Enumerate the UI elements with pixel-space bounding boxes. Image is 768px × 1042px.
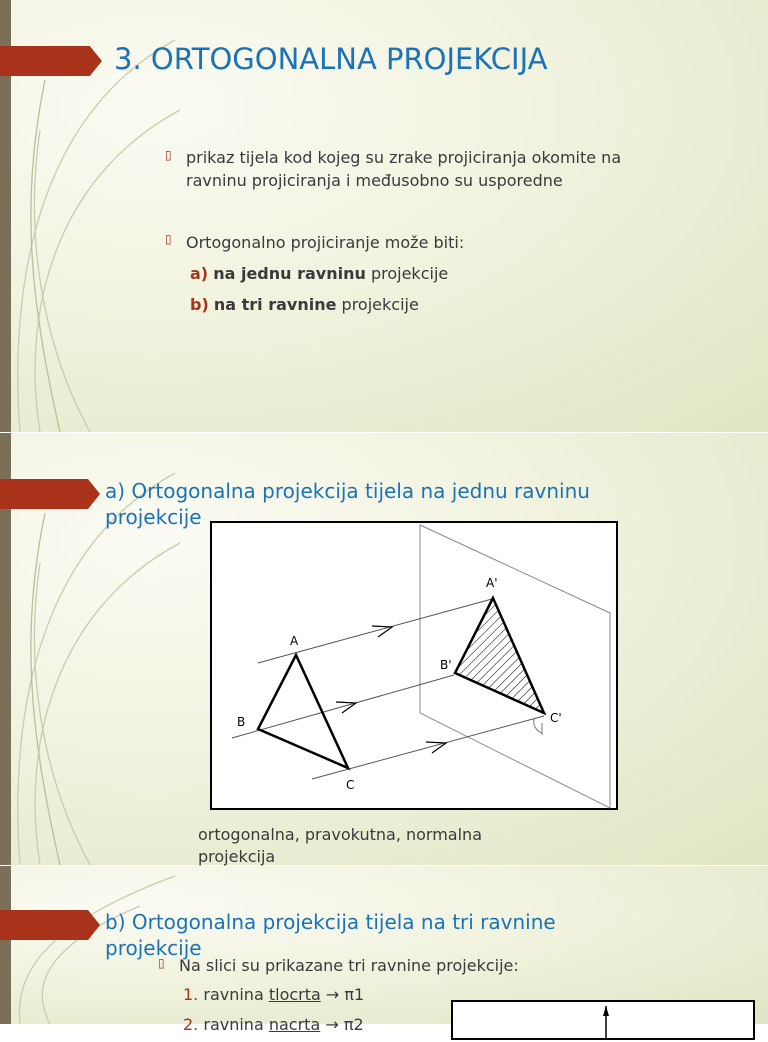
bullet-icon: ▯ bbox=[165, 232, 172, 246]
projection-ray-b bbox=[232, 675, 454, 738]
bullet-1-line-2: ravninu projiciranja i međusobno su usporedne bbox=[186, 171, 563, 190]
slide-2 bbox=[0, 433, 768, 865]
list-item-a bbox=[190, 262, 448, 285]
list-item-1 bbox=[183, 983, 364, 1006]
item-a-marker: a) bbox=[190, 264, 209, 283]
figure-caption bbox=[198, 824, 482, 868]
bullet-1-line-1: prikaz tijela kod kojeg su zrake projiciranja okomite na bbox=[186, 148, 622, 167]
projection-ray-c bbox=[312, 716, 544, 779]
label-a: A bbox=[290, 634, 299, 648]
bullet-icon: ▯ bbox=[158, 956, 165, 970]
projection-figure bbox=[210, 521, 618, 810]
right-angle-marker bbox=[534, 719, 542, 733]
slide-2-title-line-2: projekcije bbox=[105, 505, 202, 529]
slide-2-title-line-1: a) Ortogonalna projekcija tijela na jednu ravninu bbox=[105, 479, 590, 503]
slide-3 bbox=[0, 866, 768, 1034]
item-2-pre: ravnina bbox=[203, 1015, 264, 1034]
three-planes-figure bbox=[451, 1000, 755, 1040]
item-b-rest: projekcije bbox=[341, 295, 419, 314]
label-b: B bbox=[237, 715, 246, 729]
item-2-post: → π2 bbox=[325, 1015, 364, 1034]
item-2-underlined: nacrta bbox=[268, 1015, 321, 1034]
item-b-marker: b) bbox=[190, 295, 209, 314]
slide-1-title: 3. ORTOGONALNA PROJEKCIJA bbox=[114, 42, 548, 76]
three-planes-diagram bbox=[453, 1002, 753, 1038]
slide-3-title-line-1: b) Ortogonalna projekcija tijela na tri ravnine bbox=[105, 910, 556, 934]
item-1-number: 1. bbox=[183, 985, 199, 1004]
decorative-swoosh bbox=[0, 866, 120, 1024]
title-arrow-tab bbox=[0, 46, 102, 76]
item-a-rest: projekcije bbox=[370, 264, 449, 283]
projection-ray-a bbox=[258, 599, 492, 663]
item-1-pre: ravnina bbox=[203, 985, 264, 1004]
slide-3-bullet: Na slici su prikazane tri ravnine projekcije: bbox=[179, 956, 519, 975]
label-a-prime: A' bbox=[486, 576, 498, 590]
slide-1 bbox=[0, 0, 768, 432]
caption-line-2: projekcija bbox=[198, 847, 276, 866]
title-arrow-tab bbox=[0, 479, 100, 509]
label-b-prime: B' bbox=[440, 658, 452, 672]
label-c-prime: C' bbox=[550, 711, 562, 725]
item-1-post: → π1 bbox=[325, 985, 365, 1004]
title-arrow-tab bbox=[0, 910, 100, 940]
slide-3-title-line-2: projekcije bbox=[105, 936, 202, 960]
item-a-bold: na jednu ravninu bbox=[213, 264, 366, 283]
bullet-icon: ▯ bbox=[165, 148, 172, 162]
caption-line-1: ortogonalna, pravokutna, normalna bbox=[198, 825, 482, 844]
projection-diagram bbox=[212, 523, 616, 808]
item-2-number: 2. bbox=[183, 1015, 199, 1034]
list-item-b bbox=[190, 293, 419, 316]
item-b-bold: na tri ravnine bbox=[213, 295, 337, 314]
item-1-underlined: tlocrta bbox=[268, 985, 321, 1004]
projected-triangle bbox=[455, 598, 544, 713]
list-item-2 bbox=[183, 1013, 364, 1036]
bullet-2: Ortogonalno projiciranje može biti: bbox=[186, 233, 465, 252]
original-triangle bbox=[258, 655, 348, 768]
label-c: C bbox=[346, 778, 355, 792]
